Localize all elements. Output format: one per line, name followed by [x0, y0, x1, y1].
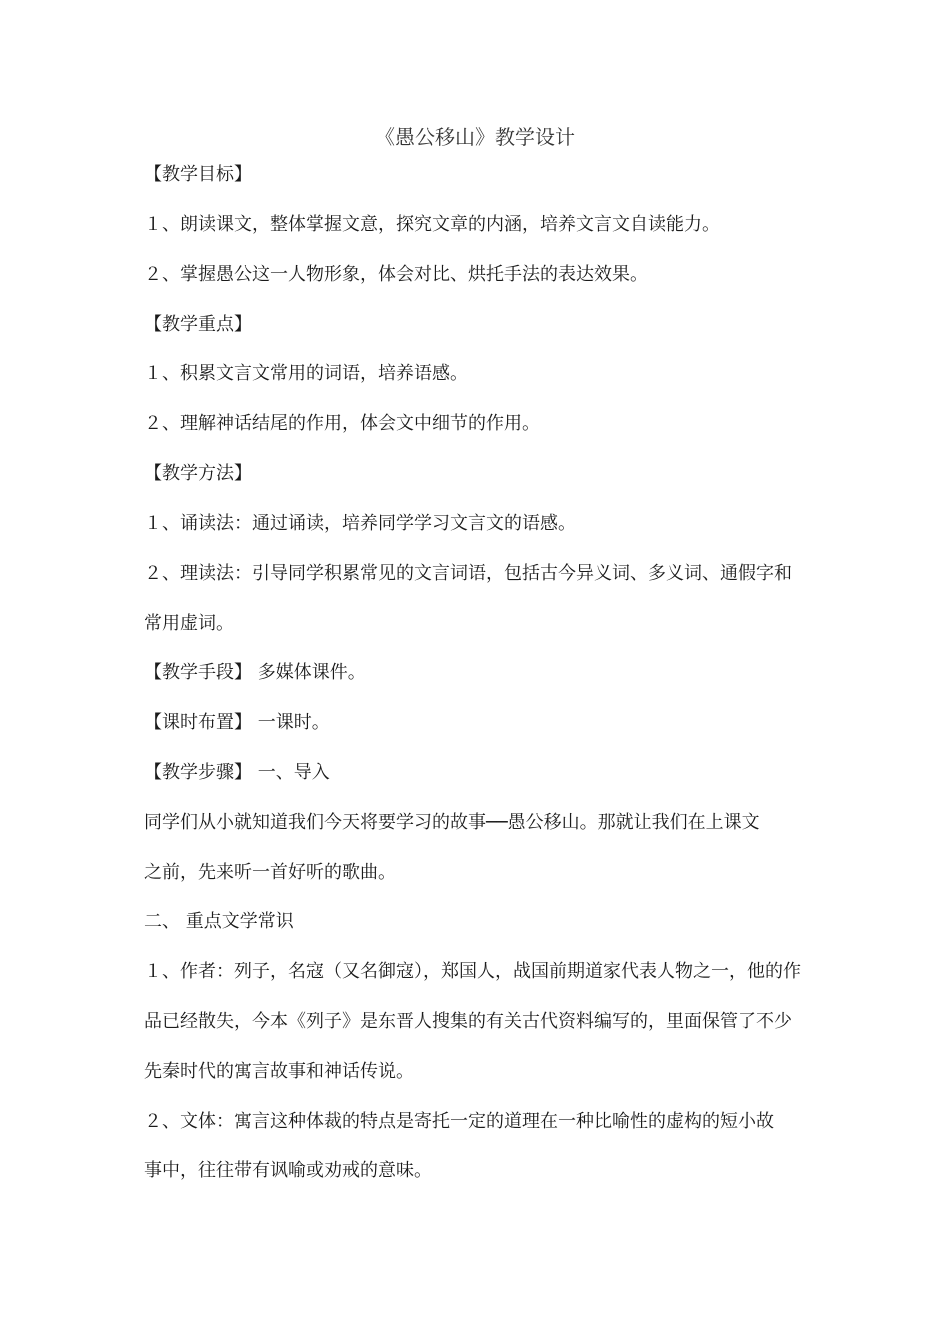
author-item-line-2: 品已经散失，今本《列子》是东晋人搜集的有关古代资料编写的，里面保管了不少: [144, 1011, 792, 1032]
section-heading-objectives: 【教学目标】: [144, 164, 252, 185]
teaching-steps-heading: 【教学步骤】 一、导入: [144, 762, 330, 783]
author-item-line-1: １、作者：列子，名寇（又名御寇），郑国人，战国前期道家代表人物之一，他的作: [144, 961, 801, 982]
key-point-item-1: １、积累文言文常用的词语，培养语感。: [144, 363, 468, 384]
intro-paragraph-line-1: 同学们从小就知道我们今天将要学习的故事──愚公移山。那就让我们在上课文: [144, 812, 760, 833]
document-title: 《愚公移山》教学设计: [375, 125, 575, 149]
method-item-2: ２、理读法：引导同学积累常见的文言词语，包括古今异义词、多义词、通假字和: [144, 563, 792, 584]
genre-item-line-1: ２、文体：寓言这种体裁的特点是寄托一定的道理在一种比喻性的虚构的短小故: [144, 1111, 774, 1132]
teaching-means: 【教学手段】 多媒体课件。: [144, 662, 366, 683]
key-point-item-2: ２、理解神话结尾的作用，体会文中细节的作用。: [144, 413, 540, 434]
author-item-line-3: 先秦时代的寓言故事和神话传说。: [144, 1061, 414, 1082]
objective-item-1: １、朗读课文，整体掌握文意，探究文章的内涵，培养文言文自读能力。: [144, 214, 720, 235]
genre-item-line-2: 事中，往往带有讽喻或劝戒的意味。: [144, 1160, 432, 1181]
intro-paragraph-line-2: 之前，先来听一首好听的歌曲。: [144, 862, 396, 883]
section-heading-methods: 【教学方法】: [144, 463, 252, 484]
objective-item-2: ２、掌握愚公这一人物形象，体会对比、烘托手法的表达效果。: [144, 264, 648, 285]
literary-knowledge-heading: 二、 重点文学常识: [144, 911, 294, 932]
method-item-1: １、诵读法：通过诵读，培养同学学习文言文的语感。: [144, 513, 576, 534]
method-item-2-continued: 常用虚词。: [144, 613, 234, 634]
class-hours: 【课时布置】 一课时。: [144, 712, 330, 733]
section-heading-key-points: 【教学重点】: [144, 314, 252, 335]
